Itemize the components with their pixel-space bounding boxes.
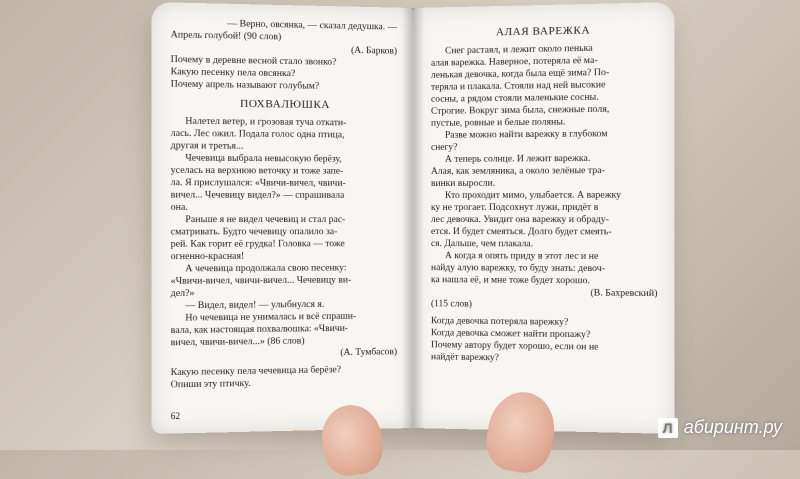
text-line: А когда я опять приду в этот лес и не	[444, 251, 599, 262]
text-line: другая и третья...	[170, 141, 244, 152]
left-page-text	[171, 17, 397, 392]
left-page	[152, 2, 413, 434]
question-line: Почему автору будет хорошо, если он не	[430, 340, 599, 353]
watermark-text: абиринт.ру	[683, 417, 782, 437]
question-line: Когда девочка сможет найти пропажу?	[430, 328, 591, 341]
text-line: — Верно, овсянка, — сказал дедушка. —	[227, 19, 398, 33]
text-line: А теперь солнце. И лежит варежка.	[444, 153, 591, 165]
text-line: лес девочка. Увидит она варежку и обраду-	[430, 214, 609, 226]
text-line: огненно-красная!	[170, 251, 245, 263]
open-book	[158, 8, 668, 428]
watermark	[658, 417, 782, 438]
text-line: «Чвичи-вичел, чвичи-вичел... Чечевицу ви-	[170, 275, 352, 287]
text-line: сматривать. Будто чечевицу опалило за-	[170, 227, 338, 238]
question-line: Когда девочка потеряла варежку?	[430, 316, 569, 328]
question-line: найдёт варежку?	[430, 352, 500, 364]
text-line: Налетел ветер, и грозовая туча откати-	[185, 116, 347, 129]
text-line: Разве можно найти варежку в глубоком	[444, 129, 608, 141]
text-line: Чечевица выбрала невысокую берёзу,	[185, 153, 342, 165]
text-line: А чечевица продолжала свою песенку:	[185, 263, 347, 275]
text-line: — Видел, видел! — улыбнулся я.	[185, 299, 325, 312]
text-line: Раньше я не видел чечевиц и стал рас-	[185, 214, 346, 226]
text-line: Алая, как земляника, а около зелёные тра-	[430, 165, 605, 177]
text-line: рей. Как горит её грудка! Головка — тоже	[170, 239, 345, 250]
story-title: АЛАЯ ВАРЕЖКА	[495, 24, 591, 39]
right-page	[413, 2, 674, 434]
text-line: ку не трогает. Подсохнут лужи, придёт в	[430, 202, 599, 213]
text-line: ется. И будет смеяться. Долго будет смеять-	[430, 227, 612, 238]
question-line: Почему в деревне весной стало звонко?	[170, 54, 337, 68]
text-line: ся. Дальше, чем плакала.	[430, 239, 534, 250]
text-line: вала, как настоящая похвалюшка: «Чвичи-	[170, 323, 348, 337]
text-line: Но чечевица не унималась и всё спраши-	[185, 311, 357, 324]
text-line: винки выросли.	[430, 178, 496, 189]
page-number: 62	[170, 410, 181, 422]
watermark-logo: Л	[658, 418, 678, 438]
text-line: вичел... Чечевицу видел?» — спрашивала	[170, 190, 345, 201]
right-page-text	[431, 17, 657, 367]
text-line: уселась на верхнюю веточку и тоже запе-	[170, 165, 344, 177]
story-title: ПОХВАЛЮШКА	[240, 97, 330, 112]
text-line: ленькая девочка, когда была ещё зима? По-	[430, 67, 610, 81]
text-line: вичел, чвичи-вичел...» (86 слов)	[170, 336, 305, 349]
question-line: Опиши эту птичку.	[170, 378, 251, 391]
text-line: она.	[170, 202, 188, 213]
text-line: сосны, а рядом стояли маленькие сосны.	[430, 92, 599, 105]
text-line: алая варежка. Наверное, потеряла её ма-	[430, 55, 598, 69]
word-count: (115 слов)	[430, 299, 472, 310]
author-credit: (А. Барков)	[351, 45, 398, 57]
text-line: найду алую варежку, то буду знать: девоч-	[430, 263, 605, 275]
text-line: пустые, ровные и белые поляны.	[430, 117, 566, 129]
question-line: Какую песенку пела овсянка?	[170, 67, 296, 80]
text-line: Строгие. Вокруг зима была, снежные поля,	[430, 104, 610, 117]
text-line: ка нашла её, и мне тоже будет хорошо.	[430, 275, 590, 287]
question-line: Какую песенку пела чечевица на берёзе?	[170, 365, 342, 379]
text-line: Кто проходит мимо, улыбается. А варежку	[444, 190, 622, 201]
author-credit: (А. Тумбасов)	[340, 347, 398, 359]
text-line: Снег растаял, и лежит около пенька	[444, 43, 593, 57]
question-line: Почему апрель называют голубым?	[170, 79, 320, 92]
text-line: дел?»	[170, 288, 195, 300]
text-line: ла. Я прислушался: «Чвичи-вичел, чвичи-	[170, 177, 346, 189]
text-line: Апрель голубой! (90 слов)	[170, 30, 282, 43]
author-credit: (В. Бахревский)	[590, 288, 658, 300]
text-line: лась. Лес ожил. Подала голос одна птица,	[170, 128, 345, 141]
text-line: теряла и плакала. Стояли над ней высокие	[430, 80, 606, 93]
text-line: снегу?	[430, 142, 458, 153]
